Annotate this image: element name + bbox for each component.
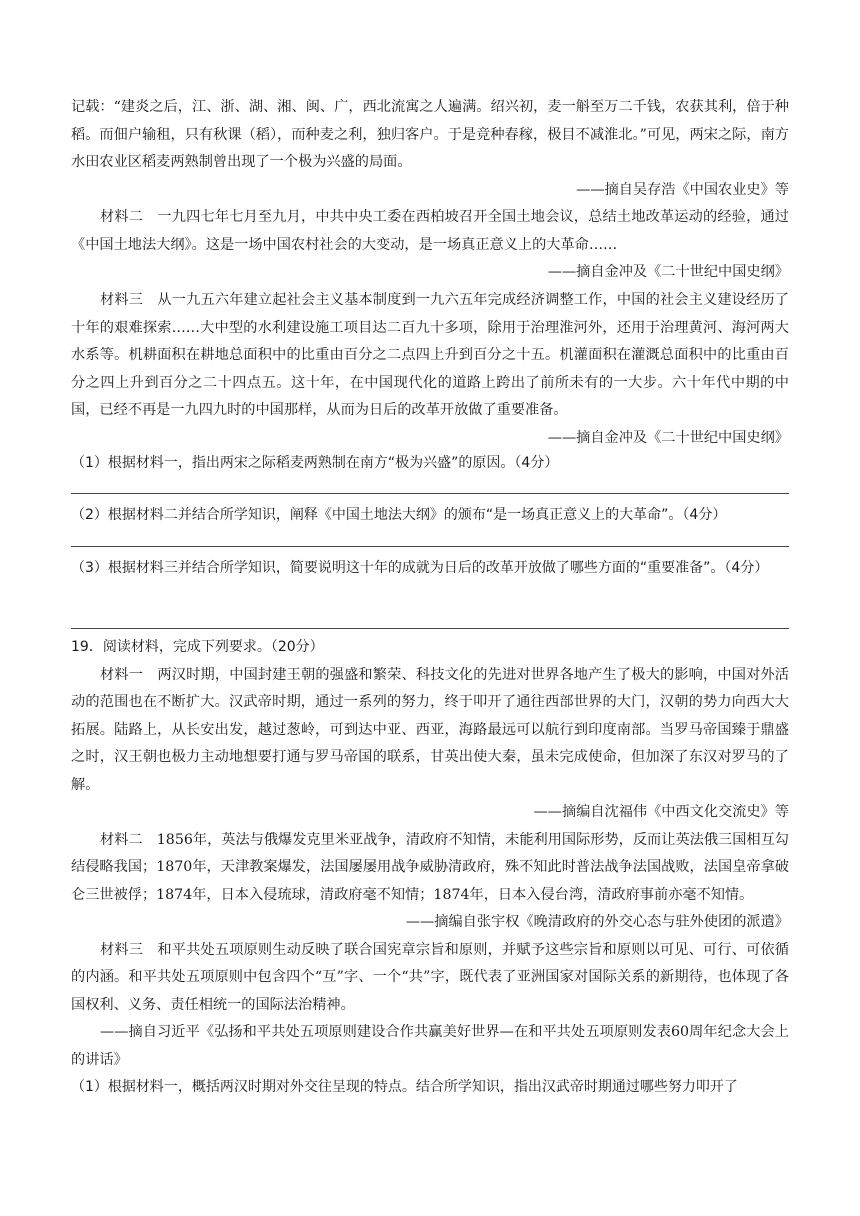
answer-line-2[interactable] <box>71 546 789 547</box>
question-1 <box>71 450 789 478</box>
material-1-text: 记载：“建炎之后，江、浙、湖、湘、闽、广，西北流寓之人遍满。绍兴初，麦一斛至万二千钱，农获其利，倍于种稻。而佃户输租，只有秋课（稻），而种麦之利，独归客户。于是竞种春稼，极目不减淮北。”可见，两宋之际，南方水田农业区稻麦两熟制曾出现了一个极为兴盛的局面。 <box>71 99 789 170</box>
q19-material-1-source: ——摘编自沈福伟《中西文化交流史》等 <box>533 804 789 820</box>
question-2-text: （2）根据材料二并结合所学知识，阐释《中国土地法大纲》的颁布“是一场真正意义上的大革命”。（4分） <box>71 507 727 523</box>
material-1-source: ——摘自吴存浩《中国农业史》等 <box>576 181 789 198</box>
answer-line-3[interactable] <box>71 628 789 629</box>
question-19-title: 19．阅读材料，完成下列要求。（20分） <box>71 639 324 655</box>
question-1-text: （1）根据材料一，指出两宋之际稻麦两熟制在南方“极为兴盛”的原因。（4分） <box>71 455 559 471</box>
answer-line-1[interactable] <box>71 493 789 494</box>
q19-material-3-text: 材料三 和平共处五项原则生动反映了联合国宪章宗旨和原则，并赋予这些宗旨和原则以可见、可行、可依循的内涵。和平共处五项原则中包含四个“互”字、一个“共”字，既代表了亚洲国家对国际关系的新期待，也体现了各国权利、义务、责任相统一的国际法治精神。 <box>71 941 789 1013</box>
material-1-continuation <box>71 94 789 204</box>
material-3-text: 材料三 从一九五六年建立起社会主义基本制度到一九六五年完成经济调整工作，中国的社会主义建设经历了十年的艰难探索……大中型的水利建设施工项目达二百九十多项，除用于治理淮河外，还用于治理黄河、海河两大水系等。机耕面积在耕地总面积中的比重由百分之二点四上升到百分之十五。机灌面积在灌溉总面积中的比重由百分之四上升到百分之二十四点五。这十年，在中国现代化的道路上跨出了前所未有的一大步。六十年代中期的中国，已经不再是一九四九时的中国那样，从而为日后的改革开放做了重要准备。 <box>71 292 789 418</box>
q19-question-1-text: （1）根据材料一，概括两汉时期对外交往呈现的特点。结合所学知识，指出汉武帝时期通过哪些努力叩开了 <box>71 1079 738 1095</box>
q19-material-1-text: 材料一 两汉时期，中国封建王朝的强盛和繁荣、科技文化的先进对世界各地产生了极大的影响，中国对外活动的范围也在不断扩大。汉武帝时期，通过一系列的努力，终于叩开了通往西部世界的大门，汉朝的势力向西大大拓展。陆路上，从长安出发，越过葱岭，可到达中亚、西亚，海路最远可以航行到印度南部。当罗马帝国臻于鼎盛之时，汉王朝也极力主动地想要打通与罗马帝国的联系，甘英出使大秦，虽未完成使命，但加深了东汉对罗马的了解。 <box>71 666 789 793</box>
q19-material-2-text: 材料二 1856年，英法与俄爆发克里米亚战争，清政府不知情，未能利用国际形势，反而让英法俄三国相互勾结侵略我国；1870年，天津教案爆发，法国屡屡用战争威胁清政府，殊不知此时普法战争法国战败，法国皇帝拿破仑三世被俘；1874年，日本入侵琉球，清政府毫不知情；1874年，日本入侵台湾，清政府事前亦毫不知情。 <box>71 831 789 903</box>
material-2 <box>71 204 789 287</box>
q19-material-2-source: ——摘编自张宇权《晚清政府的外交心态与驻外使团的派遣》 <box>405 914 789 930</box>
material-2-source: ——摘自金冲及《二十世纪中国史纲》 <box>547 264 789 280</box>
q19-material-3-source: ——摘自习近平《弘扬和平共处五项原则建设合作共赢美好世界—在和平共处五项原则发表60周年纪念大会上的讲话》 <box>71 1024 789 1068</box>
material-3 <box>71 287 789 452</box>
question-2 <box>71 502 789 530</box>
question-19 <box>71 634 789 1102</box>
question-3 <box>71 555 789 583</box>
material-2-text: 材料二 一九四七年七月至九月，中共中央工委在西柏坡召开全国土地会议，总结土地改革运动的经验，通过《中国土地法大纲》。这是一场中国农村社会的大变动，是一场真正意义上的大革命…… <box>71 209 789 253</box>
question-3-text: （3）根据材料三并结合所学知识，简要说明这十年的成就为日后的改革开放做了哪些方面的“重要准备”。（4分） <box>71 560 769 576</box>
material-3-source: ——摘自金冲及《二十世纪中国史纲》 <box>547 429 789 446</box>
